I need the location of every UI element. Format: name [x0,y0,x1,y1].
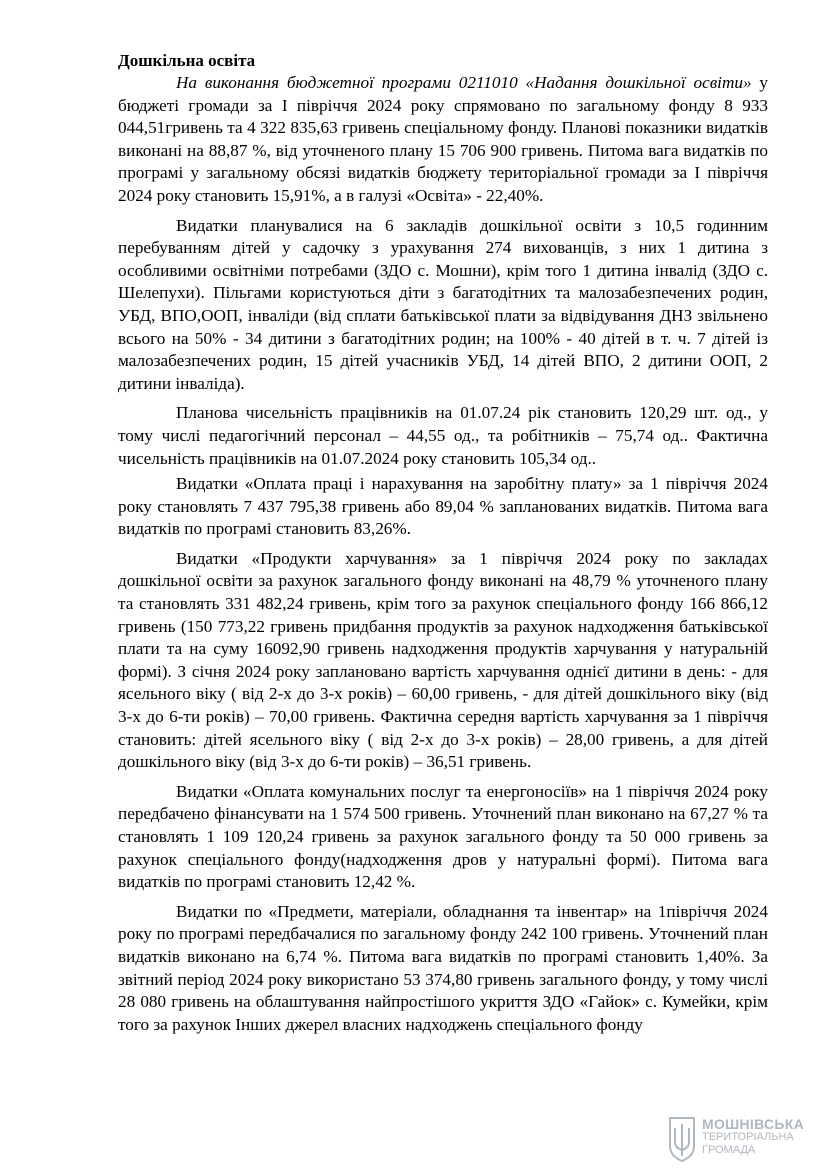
program-name-italic: На виконання бюджетної програми 0211010 «Надання дошкільної освіти» [176,73,752,92]
trident-emblem-icon [668,1116,696,1162]
watermark-line-2: ТЕРИТОРІАЛЬНА [702,1131,794,1143]
watermark-text [702,1118,804,1157]
watermark-line-3: ГРОМАДА [702,1144,756,1156]
paragraph-staff: Планова чисельність працівників на 01.07.24 рік становить 120,29 шт. од., у тому числі педагогічний персонал – 44,55 од., та робітників – 75,74 од.. Фактична чисельність працівників на 01.07.2024 року становить 105,34 од.. [118,403,768,468]
document-page [118,50,768,1036]
paragraph-budget-program [118,72,768,208]
paragraph-materials: Видатки по «Предмети, матеріали, обладнання та інвентар» на 1півріччя 2024 року по програмі передбачалися по загальному фонду 242 100 гривень. Уточнений план видатків виконано на 6,74 %. Питома вага видатків по програмі становить 1,40%. За звітний період 2024 року використано 53 374,80 гривень загального фонду, у тому числі 28 080 гривень на облаштування найпростішого укриття ЗДО «Гайок» с. Кумейки, крім того за рахунок Інших джерел власних надходжень спеціального фонду [118,901,768,1034]
section-title: Дошкільна освіта [118,51,256,70]
watermark-line-1: МОШНІВСЬКА [702,1116,805,1132]
paragraph-utilities: Видатки «Оплата комунальних послуг та енергоносіїв» на 1 півріччя 2024 року передбачено фінансувати на 1 574 500 гривень. Уточнений план виконано на 67,27 % та становлять 1 109 120,24 гривень за рахунок загального фонду та 50 000 гривень за рахунок спеціального фонду(надходження дров у натуральні формі). Питома вага видатків по програмі становить 12,42 %. [118,781,768,892]
community-watermark [668,1116,818,1164]
paragraph-institutions: Видатки планувалися на 6 закладів дошкільної освіти з 10,5 годинним перебуванням дітей у садочку з урахування 274 вихованців, з них 1 дитина з особливими освітніми потребами (ЗДО с. Мошни), крім того 1 дитина інвалід (ЗДО с. Шелепухи). Пільгами користуються діти з багатодітних та малозабезпечених родин, УБД, ВПО,ООП, інваліди (від сплати батьківської плати за відвідування ДНЗ звільнено всього на 50% - 34 дитини з багатодітних родин; на 100% - 40 дітей в т. ч. 7 дітей із малозабезпечених родин, 15 дітей учасників УБД, 14 дітей ВПО, 2 дитини ООП, 2 дитини інваліда). [118,215,768,393]
paragraph-food: Видатки «Продукти харчування» за 1 півріччя 2024 року по закладах дошкільної освіти за рахунок загального фонду виконані на 48,79 % уточненого плану та становлять 331 482,24 гривень, крім того за рахунок спеціального фонду 166 866,12 гривень (150 773,22 гривень придбання продуктів за рахунок надходження батьківської плати та на суму 16092,90 гривень надходження продуктів харчування у натуральній формі). З січня 2024 року заплановано вартість харчування однієї дитини в день: - для ясельного віку ( від 2-х до 3-х років) – 60,00 гривень, - для дітей дошкільного віку (від 3-х до 6-ти років) – 70,00 гривень. Фактична середня вартість харчування за 1 півріччя становить: дітей ясельного віку ( від 2-х до 3-х років) – 28,00 гривень, а для дітей дошкільного віку (від 3-х до 6-ти років) – 36,51 гривень. [118,548,768,772]
paragraph-salary: Видатки «Оплата праці і нарахування на заробітну плату» за 1 півріччя 2024 року становлять 7 437 795,38 гривень або 89,04 % запланованих видатків. Питома вага видатків по програмі становить 83,26%. [118,474,768,539]
paragraph-budget-program-text: у бюджеті громади за І півріччя 2024 року спрямовано по загальному фонду 8 933 044,51гривень та 4 322 835,63 гривень спеціальному фонду. Планові показники видатків виконані на 88,87 %, від уточненого плану 15 706 900 гривень. Питома вага видатків по програмі у загальному обсязі видатків бюджету територіальної громади за І півріччя 2024 року становить 15,91%, а в галузі «Освіта» - 22,40%. [118,73,768,205]
